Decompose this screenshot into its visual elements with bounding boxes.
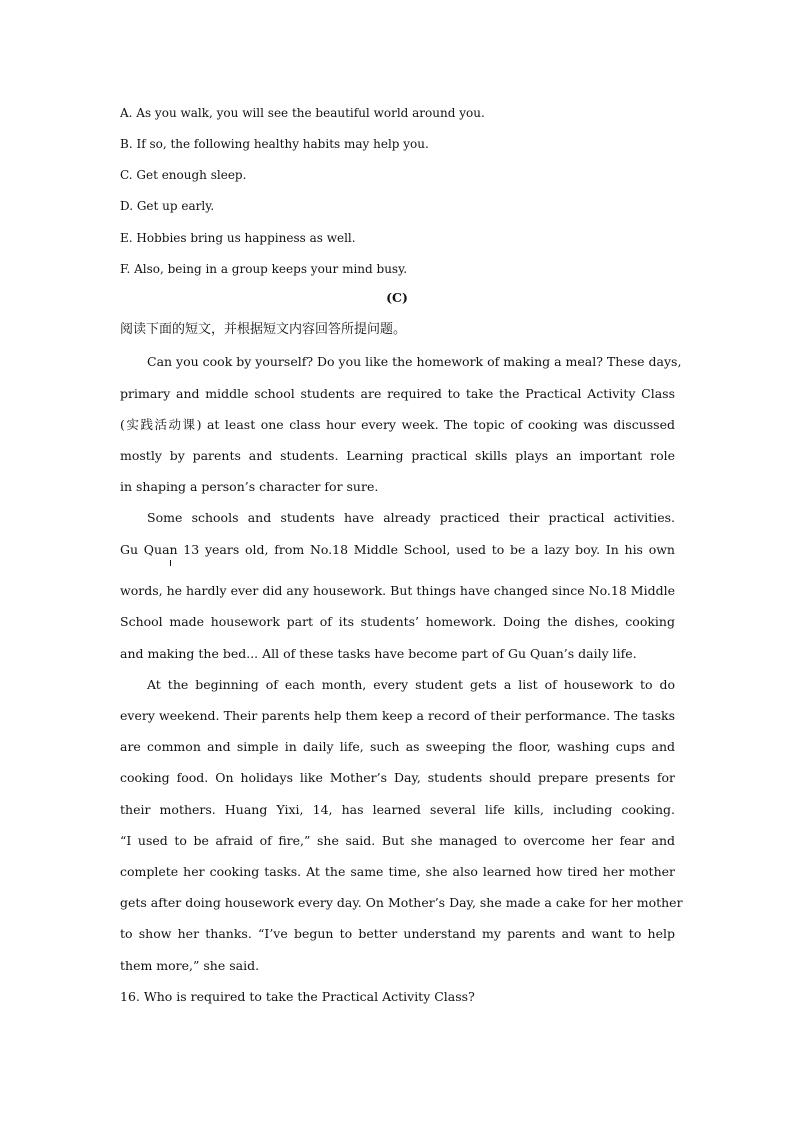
paragraph3-line8: gets after doing housework every day. On Mother’s Day, she made a cake for her mother	[120, 895, 683, 910]
paragraph3-line1: At the beginning of each month, every student gets a list of housework to do	[147, 677, 675, 692]
paragraph1-line4: mostly by parents and students. Learning practical skills plays an important role	[120, 448, 675, 463]
small-tick-mark	[170, 560, 173, 566]
paragraph3-line6: “I used to be afraid of fire,” she said. But she managed to overcome her fear and	[120, 833, 675, 848]
paragraph1-line1: Can you cook by yourself? Do you like the homework of making a meal? These days,	[147, 354, 682, 369]
paragraph3-line7: complete her cooking tasks. At the same time, she also learned how tired her mother	[120, 864, 675, 879]
paragraph1-line2: primary and middle school students are required to take the Practical Activity Class	[120, 386, 675, 401]
paragraph2-line2: Gu Quan 13 years old, from No.18 Middle School, used to be a lazy boy. In his own	[120, 542, 675, 557]
question-16: 16. Who is required to take the Practical Activity Class?	[120, 989, 475, 1004]
paragraph1-line3: (实践活动课) at least one class hour every week. The topic of cooking was discussed	[120, 417, 675, 432]
paragraph3-line10: them more,” she said.	[120, 958, 260, 973]
paragraph3-line5: their mothers. Huang Yixi, 14, has learned several life kills, including cooking.	[120, 802, 675, 817]
paragraph3-line2: every weekend. Their parents help them keep a record of their performance. The tasks	[120, 708, 675, 723]
paragraph2-line3: words, he hardly ever did any housework. But things have changed since No.18 Middle	[120, 583, 675, 598]
option-e: E. Hobbies bring us happiness as well.	[120, 231, 356, 245]
paragraph3-line9: to show her thanks. “I’ve begun to better understand my parents and want to help	[120, 926, 675, 941]
paragraph1-line5: in shaping a person’s character for sure.	[120, 479, 379, 494]
paragraph3-line4: cooking food. On holidays like Mother’s Day, students should prepare presents for	[120, 770, 675, 785]
section-title: (C)	[386, 290, 408, 305]
paragraph2-line4: School made housework part of its students’ homework. Doing the dishes, cooking	[120, 614, 675, 629]
option-d: D. Get up early.	[120, 199, 215, 213]
option-a: A. As you walk, you will see the beautiful world around you.	[120, 106, 485, 120]
option-c: C. Get enough sleep.	[120, 168, 247, 182]
paragraph3-line3: are common and simple in daily life, such as sweeping the floor, washing cups and	[120, 739, 675, 754]
option-f: F. Also, being in a group keeps your mind busy.	[120, 262, 408, 276]
option-b: B. If so, the following healthy habits may help you.	[120, 137, 429, 151]
reading-instruction: 阅读下面的短文，并根据短文内容回答所提问题。	[120, 322, 407, 337]
paragraph2-line1: Some schools and students have already practiced their practical activities.	[147, 510, 675, 525]
paragraph2-line5: and making the bed... All of these tasks have become part of Gu Quan’s daily life.	[120, 646, 637, 661]
